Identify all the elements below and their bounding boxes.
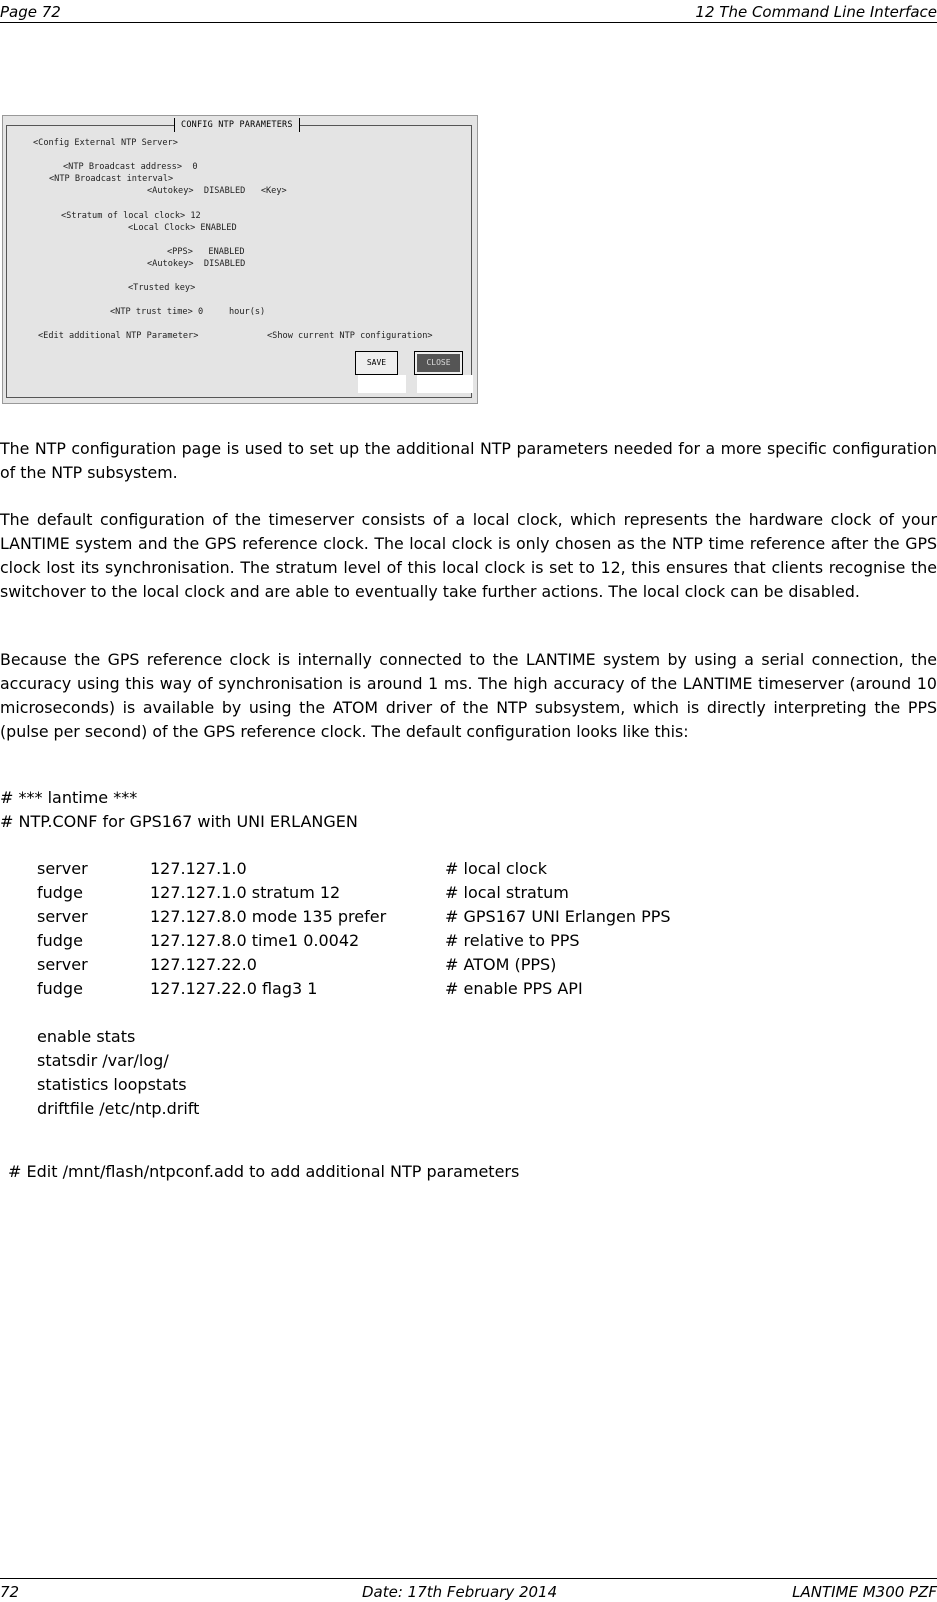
footer-date: Date: 17th February 2014 <box>362 1583 558 1601</box>
stratum-local-clock[interactable]: <Stratum of local clock> 12 <box>61 211 201 221</box>
config-extra-line: driftfile /etc/ntp.drift <box>37 1099 200 1118</box>
config-extra-line: enable stats <box>37 1027 136 1046</box>
config-edit-note: # Edit /mnt/flash/ntpconf.add to add additional NTP parameters <box>8 1162 520 1181</box>
config-comment-ntpconf: # NTP.CONF for GPS167 with UNI ERLANGEN <box>0 812 358 831</box>
config-arg: 127.127.1.0 <box>150 859 247 878</box>
show-current-ntp-configuration[interactable]: <Show current NTP configuration> <box>267 331 433 341</box>
close-button-shadow <box>417 375 473 393</box>
header-chapter-title: 12 The Command Line Interface <box>695 3 937 21</box>
ntp-broadcast-address[interactable]: <NTP Broadcast address> 0 <box>63 162 198 172</box>
page-footer <box>0 1578 937 1601</box>
config-arg: 127.127.22.0 flag3 1 <box>150 979 318 998</box>
config-cmd: fudge <box>37 883 83 902</box>
config-cmd: fudge <box>37 931 83 950</box>
dialog-title: CONFIG NTP PARAMETERS <box>174 118 300 132</box>
ntp-trust-time[interactable]: <NTP trust time> 0 hour(s) <box>110 307 266 317</box>
config-external-ntp-server[interactable]: <Config External NTP Server> <box>33 138 178 148</box>
config-comment: # GPS167 UNI Erlangen PPS <box>445 907 671 926</box>
config-comment: # relative to PPS <box>445 931 580 950</box>
footer-product: LANTIME M300 PZF <box>792 1583 937 1601</box>
pps-setting[interactable]: <PPS> ENABLED <box>167 247 245 257</box>
footer-page-number: 72 <box>0 1583 20 1601</box>
config-arg: 127.127.1.0 stratum 12 <box>150 883 341 902</box>
trusted-key[interactable]: <Trusted key> <box>128 283 196 293</box>
edit-additional-ntp-parameter[interactable]: <Edit additional NTP Parameter> <box>38 331 199 341</box>
config-cmd: server <box>37 955 88 974</box>
config-cmd: fudge <box>37 979 83 998</box>
ntp-broadcast-interval[interactable]: <NTP Broadcast interval> <box>49 174 174 184</box>
close-button[interactable] <box>414 351 463 375</box>
paragraph-accuracy: Because the GPS reference clock is internally connected to the LANTIME system by using a serial connection, the accuracy using this way of synchronisation is around 1 ms. The high accuracy of the LANTIME timeserver (around 10 microseconds) is available by using the ATOM driver of the NTP subsystem, which is directly interpreting the PPS (pulse per second) of the GPS reference clock. The default configuration looks like this: <box>0 650 937 741</box>
save-button[interactable]: SAVE <box>355 351 398 375</box>
config-comment-lantime: # *** lantime *** <box>0 788 138 807</box>
config-extra-line: statistics loopstats <box>37 1075 187 1094</box>
page-header <box>0 0 937 23</box>
config-comment: # local clock <box>445 859 547 878</box>
config-comment: # local stratum <box>445 883 569 902</box>
config-cmd: server <box>37 859 88 878</box>
header-page-label: Page 72 <box>0 3 61 21</box>
paragraph-default-config: The default configuration of the timeserver consists of a local clock, which represents the hardware clock of your LANTIME system and the GPS reference clock. The local clock is only chosen as the NTP time reference after the GPS clock lost its synchronisation. The stratum level of this local clock is set to 12, this ensures that clients recognise the switchover to the local clock and are able to eventually take further actions. The local clock can be disabled. <box>0 510 937 601</box>
config-extra-line: statsdir /var/log/ <box>37 1051 169 1070</box>
config-comment: # enable PPS API <box>445 979 583 998</box>
paragraph-intro: The NTP configuration page is used to set up the additional NTP parameters needed for a more specific configuration of the NTP subsystem. <box>0 439 937 482</box>
config-cmd: server <box>37 907 88 926</box>
local-clock-setting[interactable]: <Local Clock> ENABLED <box>128 223 237 233</box>
autokey-setting-2[interactable]: <Autokey> DISABLED <box>147 259 246 269</box>
config-comment: # ATOM (PPS) <box>445 955 557 974</box>
config-arg: 127.127.22.0 <box>150 955 257 974</box>
config-arg: 127.127.8.0 time1 0.0042 <box>150 931 360 950</box>
close-button-label: CLOSE <box>417 354 460 372</box>
autokey-setting[interactable]: <Autokey> DISABLED <Key> <box>147 186 287 196</box>
save-button-shadow <box>358 375 406 393</box>
config-arg: 127.127.8.0 mode 135 prefer <box>150 907 387 926</box>
